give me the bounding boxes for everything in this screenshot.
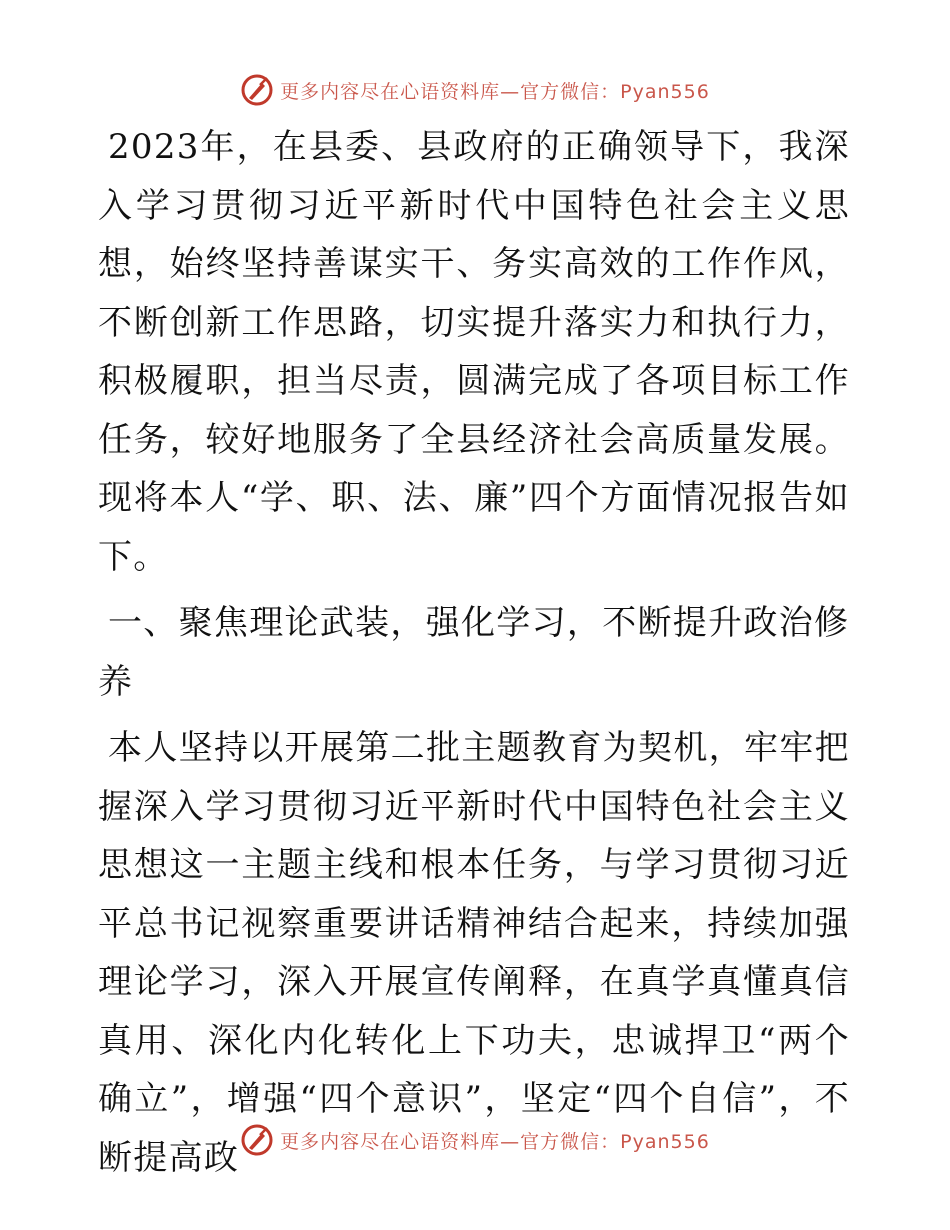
pen-circle-logo-icon <box>240 1123 274 1157</box>
watermark-text: 更多内容尽在心语资料库—官方微信：Pyan556 <box>280 80 710 103</box>
paragraph-section-1: 本人坚持以开展第二批主题教育为契机，牢牢把握深入学习贯彻习近平新时代中国特色社会主义思想这一主题主线和根本任务，与学习贯彻习近平总书记视察重要讲话精神结合起来，持续加强理论学习，深入开展宣传阐释，在真学真懂真信真用、深化内化转化上下功夫，忠诚捍卫“两个确立”，增强“四个意识”，坚定“四个自信”，不断提高政 <box>98 728 850 1178</box>
section-heading-1: 一、聚焦理论武装，强化学习，不断提升政治修养 <box>98 603 850 702</box>
watermark-footer <box>0 1120 950 1160</box>
document-body <box>98 118 850 1195</box>
paragraph-intro: 2023年，在县委、县政府的正确领导下，我深入学习贯彻习近平新时代中国特色社会主义思想，始终坚持善谋实干、务实高效的工作作风，不断创新工作思路，切实提升落实力和执行力，积极履职，担当尽责，圆满完成了各项目标工作任务，较好地服务了全县经济社会高质量发展。现将本人“学、职、法、廉”四个方面情况报告如下。 <box>98 127 850 577</box>
pen-circle-logo-icon <box>240 73 274 107</box>
watermark-header <box>0 70 950 110</box>
watermark-text: 更多内容尽在心语资料库—官方微信：Pyan556 <box>280 1130 710 1153</box>
